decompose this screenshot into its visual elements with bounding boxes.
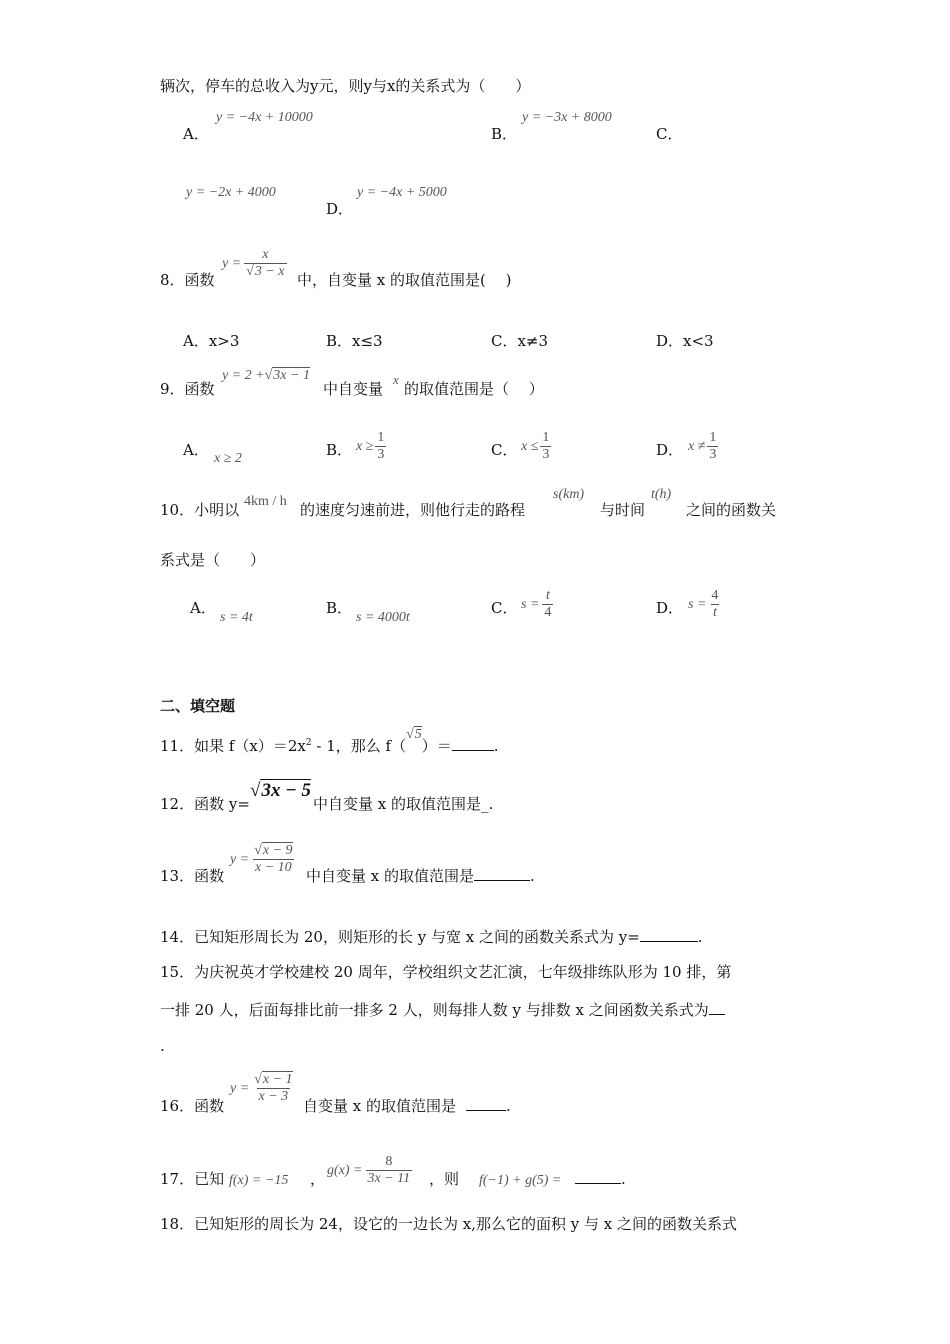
q10-prefix: 10．小明以 (160, 501, 240, 519)
q10-option-d-lhs: s = (688, 596, 707, 612)
radical-sign-icon: √ (254, 1072, 262, 1087)
q15-line-3: . (160, 1037, 165, 1055)
q7-option-d-label: D． (326, 200, 354, 218)
q9-mid: 中自变量 (323, 380, 384, 398)
q7-stem: 辆次，停车的总收入为y元，则y与x的关系式为（ ） (160, 77, 531, 95)
radical-sign-icon: √ (264, 368, 273, 383)
q8-formula-radicand: 3 − x (254, 264, 285, 279)
q10-option-c-lhs: s = (521, 596, 540, 612)
q13-answer-blank[interactable] (474, 866, 530, 881)
q9-option-b-numerator: 1 (377, 430, 385, 445)
q16-end: . (506, 1097, 511, 1115)
q9-variable: x (393, 372, 399, 387)
q13-denominator: x − 10 (255, 860, 292, 875)
q8-formula-numerator: x (262, 247, 269, 262)
q17-g-formula (327, 1154, 412, 1187)
q7-option-c-formula: y = −2x + 4000 (186, 185, 276, 200)
q11-exponent: 2 (305, 738, 312, 748)
q11-part-1: 11．如果 f（x）＝2x (160, 737, 306, 755)
q8-option-b: B．x≤3 (326, 332, 383, 350)
q10-option-c-numerator: t (545, 588, 550, 603)
q14-end: . (697, 928, 703, 946)
q16-suffix (303, 1096, 511, 1116)
q17-end: . (621, 1170, 626, 1188)
q13-end: . (530, 867, 535, 885)
q11-radicand: 5 (414, 727, 422, 742)
q10-option-b-label: B． (326, 599, 353, 617)
q17-answer-blank[interactable] (575, 1169, 621, 1184)
q8-option-d: D．x<3 (656, 332, 714, 350)
q11-part-3: ）＝ (421, 737, 452, 755)
q17-comma: ， (310, 1170, 326, 1188)
q15-answer-blank[interactable] (709, 1000, 725, 1015)
q16-answer-blank[interactable] (466, 1096, 506, 1111)
q13-numerator-radicand: x − 9 (262, 843, 293, 858)
q17-expression: f(−1) + g(5) = (479, 1173, 562, 1188)
q9-option-d-label: D． (656, 441, 684, 459)
q9-option-c-formula (521, 430, 551, 463)
q9-option-c-lhs: x ≤ (521, 438, 539, 454)
q9-option-b-denominator: 3 (377, 447, 385, 462)
q10-option-d-label: D． (656, 599, 684, 617)
q14-text (160, 927, 703, 947)
radical-sign-icon: √ (250, 780, 261, 801)
q13-formula (230, 843, 295, 876)
q16-prefix: 16．函数 (160, 1097, 225, 1115)
q10-option-b-formula: s = 4000t (356, 610, 410, 625)
q10-text-1: 的速度匀速前进，则他行走的路程 (300, 501, 526, 519)
q10-option-c-denominator: 4 (544, 605, 552, 620)
q15-line-1: 15．为庆祝英才学校建校 20 周年，学校组织文艺汇演，七年级排练队形为 10 排，第 (160, 963, 732, 981)
q8-option-a: A．x>3 (183, 332, 240, 350)
q10-speed: 4km / h (244, 494, 287, 509)
q8-prefix: 8．函数 (160, 271, 215, 289)
q9-formula-lhs: y = 2 + (222, 368, 265, 383)
q14-question: 14．已知矩形周长为 20，则矩形的长 y 与宽 x 之间的函数关系式为 y= (160, 928, 640, 946)
q13-suffix-text: 中自变量 x 的取值范围是 (306, 867, 474, 885)
q16-formula (230, 1072, 295, 1105)
q17-g-lhs: g(x) = (327, 1162, 363, 1178)
q8-formula-lhs: y = (222, 255, 242, 271)
q9-option-a-label: A． (183, 441, 209, 459)
q8-option-c: C．x≠3 (491, 332, 549, 350)
radical-sign-icon: √ (254, 843, 262, 858)
q14-answer-blank[interactable] (640, 927, 698, 942)
q13-suffix (306, 866, 535, 886)
q10-text-3: 之间的函数关 (686, 501, 777, 519)
q9-suffix: 的取值范围是（ ） (404, 380, 544, 398)
q9-option-c-numerator: 1 (542, 430, 550, 445)
q17-f-expression: f(x) = −15 (229, 1173, 289, 1188)
q12-prefix: 12．函数 y= (160, 795, 250, 813)
q9-formula (222, 368, 310, 384)
q7-option-a-label: A． (183, 125, 209, 143)
q10-option-a-formula: s = 4t (220, 610, 253, 625)
q12-suffix: 中自变量 x 的取值范围是_. (313, 795, 494, 813)
q7-option-b-formula: y = −3x + 8000 (522, 110, 612, 125)
q17-answer (575, 1169, 626, 1189)
q7-option-a-formula: y = −4x + 10000 (216, 110, 313, 125)
section-2-title: 二、填空题 (160, 697, 236, 715)
q7-option-d-formula: y = −4x + 5000 (357, 185, 447, 200)
q7-option-c-label: C． (656, 125, 683, 143)
q11-radical (406, 727, 422, 742)
q11-end: . (493, 737, 499, 755)
q10-option-a-label: A． (190, 599, 216, 617)
q16-lhs: y = (230, 1080, 250, 1096)
q10-option-c-formula (521, 588, 553, 621)
q17-g-denominator: 3x − 11 (367, 1171, 411, 1186)
q9-formula-radicand: 3x − 1 (273, 368, 310, 383)
q8-suffix: 中，自变量 x 的取值范围是( ) (297, 271, 512, 289)
q12-formula (250, 781, 311, 801)
q9-option-c-denominator: 3 (542, 447, 550, 462)
q9-option-b-formula (356, 430, 386, 463)
radical-sign-icon: √ (246, 264, 254, 279)
q15-line-2-text: 一排 20 人，后面每排比前一排多 2 人，则每排人数 y 与排数 x 之间函数关系式为 (160, 1001, 709, 1019)
q9-option-d-formula (688, 430, 718, 463)
q7-option-b-label: B． (491, 125, 518, 143)
q17-g-numerator: 8 (385, 1154, 393, 1169)
q9-option-d-numerator: 1 (709, 430, 717, 445)
q17-then: ，则 (429, 1170, 460, 1188)
q9-option-c-label: C． (491, 441, 518, 459)
q15-line-2 (160, 1000, 725, 1020)
q9-prefix: 9．函数 (160, 380, 215, 398)
q10-option-d-numerator: 4 (711, 588, 719, 603)
q10-line-2: 系式是（ ） (160, 551, 266, 569)
q16-suffix-text: 自变量 x 的取值范围是 (303, 1097, 456, 1115)
q13-lhs: y = (230, 851, 250, 867)
q11-answer-blank[interactable] (452, 736, 494, 751)
q10-option-c-label: C． (491, 599, 518, 617)
q10-option-d-denominator: t (712, 605, 717, 620)
q16-denominator: x − 3 (258, 1089, 289, 1104)
q17-prefix: 17．已知 (160, 1170, 225, 1188)
q9-option-b-lhs: x ≥ (356, 438, 374, 454)
q10-text-2: 与时间 (600, 501, 646, 519)
q9-option-b-label: B． (326, 441, 353, 459)
q10-option-d-formula (688, 588, 720, 621)
q11-text (160, 727, 499, 756)
q9-option-d-lhs: x ≠ (688, 438, 706, 454)
q9-option-d-denominator: 3 (709, 447, 717, 462)
q12-radicand: 3x − 5 (261, 780, 311, 801)
q10-distance: s(km) (553, 487, 585, 502)
q13-prefix: 13．函数 (160, 867, 225, 885)
q10-time: t(h) (651, 487, 672, 502)
q16-numerator-radicand: x − 1 (262, 1072, 293, 1087)
q9-option-a-formula: x ≥ 2 (214, 451, 242, 466)
q8-formula (222, 247, 287, 280)
q11-part-2: - 1，那么 f（ (311, 737, 407, 755)
q18-text: 18．已知矩形的周长为 24，设它的一边长为 x,那么它的面积 y 与 x 之间的函数关系式 (160, 1215, 737, 1233)
radical-sign-icon: √ (406, 727, 414, 742)
